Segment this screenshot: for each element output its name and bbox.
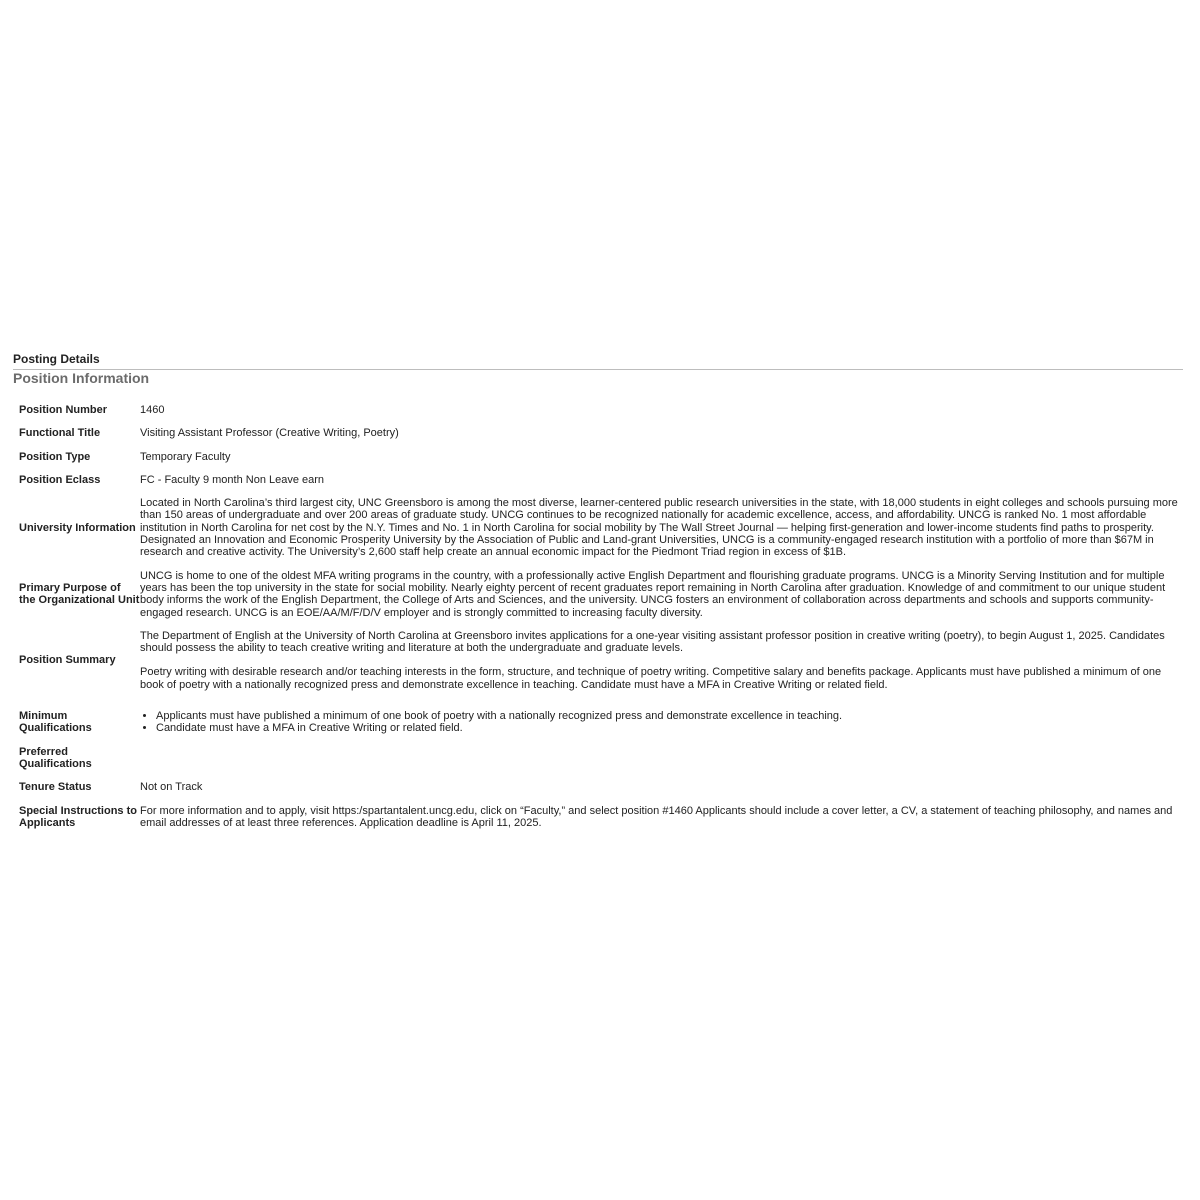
row-primary-purpose (13, 566, 1183, 626)
qualifications-list (140, 710, 1179, 735)
posting-details-page (13, 352, 1183, 836)
field-label: Position Type (19, 450, 91, 463)
field-value: 1460 (140, 404, 165, 416)
list-item: • Applicants must have published a minimum of one book of poetry with a nationally recognized press and demonstrate excellence in teaching. (156, 710, 1179, 722)
field-value (140, 626, 1183, 698)
field-label: Tenure Status (19, 781, 92, 794)
section-title: Posting Details (13, 352, 100, 366)
summary-paragraph: Poetry writing with desirable research and/or teaching interests in the form, structure, and technique of poetry writing. Competitive salary and benefits package. Applicants must have published a minimum of one book of poetry with a nationally recognized press and demonstrate excellence in teaching. Candidate must have a MFA in Creative Writing or related field. (140, 666, 1162, 691)
field-value: For more information and to apply, visit https:/spartantalent.uncg.edu, click on “Faculty,” and select position #1460 Applicants should include a cover letter, a CV, a statement of teaching philosophy, and names and email addresses of at least three references. Application deadline is April 11, 2025. (140, 804, 1173, 829)
list-item: • Candidate must have a MFA in Creative Writing or related field. (156, 722, 1179, 734)
row-position-number (13, 400, 1183, 423)
field-label: Preferred Qualifications (19, 745, 92, 770)
field-value: Temporary Faculty (140, 450, 231, 463)
field-value (140, 698, 1183, 742)
row-university-information (13, 493, 1183, 565)
field-label: University Information (19, 521, 136, 534)
row-preferred-qualifications (13, 742, 1183, 778)
summary-paragraph: The Department of English at the University of North Carolina at Greensboro invites applications for a one-year visiting assistant professor position in creative writing (poetry), to begin August 1, 2025. Candidates should possess the ability to teach creative writing and literature at both the undergraduate and graduate levels. (140, 629, 1165, 655)
field-value: Visiting Assistant Professor (Creative Writing, Poetry) (140, 427, 399, 440)
row-special-instructions (13, 801, 1183, 837)
field-value: Located in North Carolina’s third largest city, UNC Greensboro is among the most diverse, learner-centered public research universities in the state, with 18,000 students in eight colleges and schools pursuing more than 150 areas of undergraduate and over 200 areas of graduate study. UNCG continues to be recognized nationally for academic excellence, access, and affordability. UNCG is ranked No. 1 most affordable institution in North Carolina for net cost by the N.Y. Times and No. 1 in North Carolina for social mobility by The Wall Street Journal — helping first-generation and lower-income students find paths to prosperity. Designated an Innovation and Economic Prosperity University by the Association of Public and Land-grant Universities, UNCG is a community-engaged research institution with a portfolio of more than $67M in research and creative activity. The University’s 2,600 staff help create an annual economic impact for the Piedmont Triad region in excess of $1B. (140, 497, 1178, 559)
field-value (140, 742, 1183, 778)
field-value: Not on Track (140, 781, 203, 794)
position-details-table (13, 400, 1183, 836)
field-value: UNCG is home to one of the oldest MFA writing programs in the country, with a professionally active English Department and flourishing graduate programs. UNCG is a Minority Serving Institution and for multiple years has been the top university in the state for social mobility. Nearly eighty percent of recent graduates report remaining in North Carolina after graduation. Knowledge of and commitment to our unique student body informs the work of the English Department, the College of Arts and Sciences, and the university. UNCG fosters an environment of collaboration across departments and schools and supports community-engaged research. UNCG is an EOE/AA/M/F/D/V employer and is strongly committed to increasing faculty diversity. (140, 569, 1166, 619)
field-label: Position Number (19, 404, 108, 416)
row-minimum-qualifications (13, 698, 1183, 742)
row-functional-title (13, 423, 1183, 446)
field-label: Primary Purpose of the Organizational Unit (19, 581, 140, 607)
field-label: Minimum Qualifications (19, 710, 92, 735)
field-value: FC - Faculty 9 month Non Leave earn (140, 473, 325, 486)
sub-title: Position Information (13, 370, 150, 386)
field-label: Functional Title (19, 427, 101, 440)
field-label: Position Summary (19, 654, 116, 667)
field-label: Special Instructions to Applicants (19, 804, 137, 829)
row-position-type (13, 447, 1183, 470)
field-label: Position Eclass (19, 473, 101, 486)
row-position-eclass (13, 470, 1183, 493)
row-position-summary (13, 626, 1183, 698)
row-tenure-status (13, 777, 1183, 800)
